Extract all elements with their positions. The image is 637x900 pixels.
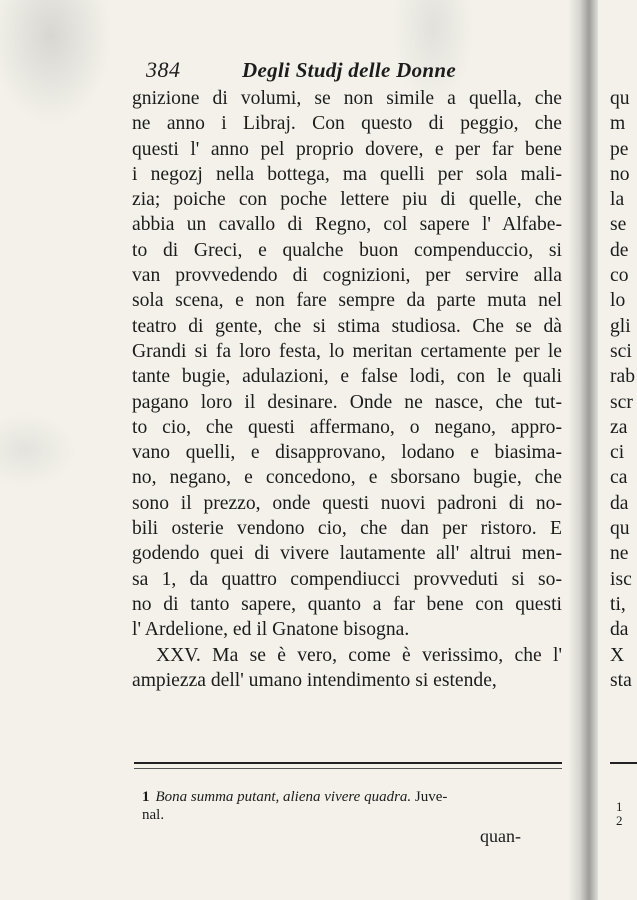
facing-page-line-fragment: lo (610, 290, 626, 312)
facing-page-line-fragment: gli (610, 315, 631, 337)
facing-page-footnote-marker: 1 (616, 799, 623, 814)
facing-page-line-fragment: la (610, 189, 625, 211)
facing-page-line-fragment: pe (610, 138, 629, 160)
page-number: 384 (146, 57, 181, 82)
text-line: questi l' anno pel proprio dovere, e per far bene (132, 138, 562, 160)
text-line: pagano loro il desinare. Onde ne nasce, che tut- (132, 391, 562, 413)
facing-page-line-fragment: ne (610, 543, 629, 565)
catchword: quan- (480, 826, 521, 846)
text-line: sono il prezzo, onde questi nuovi padroni di no- (132, 492, 562, 514)
text-line: tante bugie, adulazioni, e false lodi, con le quali (132, 366, 562, 388)
facing-page-footnote-rule (610, 762, 637, 764)
facing-page-line-fragment: da (610, 492, 629, 514)
footnote-source-end: nal. (142, 807, 165, 823)
facing-page-line-fragment: X (610, 644, 625, 666)
facing-page-footnote-marker: 2 (616, 813, 623, 828)
text-line: XXV. Ma se è vero, come è verissimo, che l' (156, 644, 562, 666)
text-line: teatro di gente, che si stima studiosa. Che se dà (132, 315, 562, 337)
facing-page-line-fragment: co (610, 265, 629, 287)
text-line: zia; poiche con poche lettere piu di quelle, che (132, 189, 562, 211)
text-line: no, negano, e concedono, e sborsano bugie, che (132, 467, 562, 489)
facing-page-edge (610, 86, 637, 846)
text-line: i negozj nella bottega, ma quelli per sola mali- (132, 163, 562, 185)
facing-page-line-fragment: m (610, 113, 626, 135)
text-line: l' Ardelione, ed il Gnatone bisogna. (132, 619, 410, 641)
facing-page-line-fragment: scr (610, 391, 633, 413)
text-line: no di tanto sapere, quanto a far bene con questi (132, 593, 562, 615)
text-line: abbia un cavallo di Regno, col sapere l' Alfabe- (132, 214, 562, 236)
text-line: ne anno i Libraj. Con questo di peggio, che (132, 113, 562, 135)
footnote-quote: Bona summa putant, aliena vivere quadra. (155, 789, 412, 805)
facing-page-line-fragment: ca (610, 467, 628, 489)
facing-page-line-fragment: se (610, 214, 627, 236)
footnote-separator-rule-thin (134, 768, 562, 769)
facing-page-line-fragment: da (610, 619, 629, 641)
facing-page-line-fragment: isc (610, 568, 632, 590)
text-line: gnizione di volumi, se non simile a quella, che (132, 88, 562, 109)
facing-page-line-fragment: sta (610, 669, 632, 691)
text-line: sa 1, da quattro compendiucci provveduti si so- (132, 568, 562, 590)
facing-page-line-fragment: sci (610, 340, 632, 362)
text-line: godendo quei di vivere lautamente all' altrui men- (132, 543, 562, 565)
text-line: sola scena, e non fare sempre da parte muta nel (132, 290, 562, 312)
facing-page-line-fragment: za (610, 416, 628, 438)
running-title: Degli Studj delle Donne (242, 58, 456, 82)
text-line: to cio, che questi affermano, o negano, appro- (132, 416, 562, 438)
facing-page-line-fragment: ti, (610, 593, 626, 615)
facing-page-line-fragment: no (610, 163, 630, 185)
text-line: van provvedendo di cognizioni, per servire alla (132, 265, 562, 287)
facing-page-line-fragment: qu (610, 88, 630, 109)
text-line: to di Greci, e qualche buon compenduccio, si (132, 239, 562, 261)
footnote-source-start: Juve- (414, 789, 448, 805)
text-line: ampiezza dell' umano intendimento si estende, (132, 669, 497, 691)
facing-page-line-fragment: ci (610, 442, 625, 464)
text-line: Grandi si fa loro festa, lo meritan certamente per le (132, 340, 562, 362)
footnote (142, 788, 562, 824)
text-line: bili osterie vendono cio, che dan per ristoro. E (132, 518, 562, 540)
running-head (146, 54, 566, 86)
text-line: vano quelli, e disapprovano, lodano e biasima- (132, 442, 562, 464)
footnote-marker: 1 (142, 789, 150, 805)
facing-page-line-fragment: qu (610, 518, 630, 540)
footnote-separator-rule (134, 762, 562, 764)
body-text (132, 86, 562, 693)
facing-page-line-fragment: de (610, 239, 629, 261)
facing-page-line-fragment: rab (610, 366, 636, 388)
